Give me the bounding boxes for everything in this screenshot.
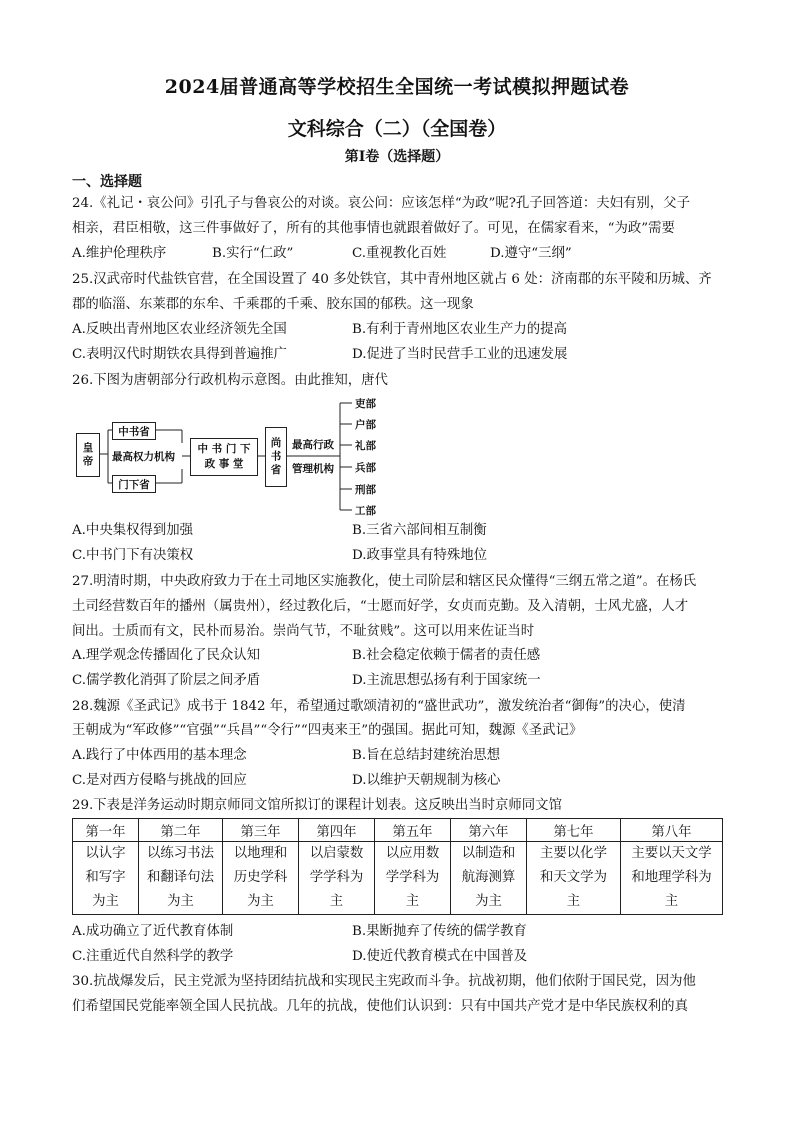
cell-line: 以应用数: [385, 846, 440, 861]
cell-line: 为主: [92, 894, 119, 909]
ministry-personnel: 吏部: [355, 398, 376, 410]
ministry-justice: 刑部: [355, 484, 376, 496]
cell-line: 主: [329, 894, 344, 909]
cell-line: 为主: [167, 894, 194, 909]
table-header-cell: 第四年: [299, 819, 375, 842]
shangshu-box: [265, 427, 287, 487]
cell-line: 以认字: [85, 846, 126, 861]
q27-line-1: 27.明清时期，中央政府致力于在土司地区实施教化，使土司阶层和辖区民众懂得“三纲五常之道”。在杨氏: [72, 574, 697, 589]
table-header-cell: 第七年: [527, 819, 621, 842]
admin-label-2: 管理机构: [292, 463, 334, 475]
q27-line-2: 土司经营数百年的播州（属贵州），经过教化后，“士愿而好学，女贞而克勤。及入清朝，士风尤盛，人才: [72, 599, 689, 614]
cell-line: 航海测算: [461, 870, 516, 885]
table-cell-year6: [451, 842, 527, 915]
table-header-cell: 第一年: [73, 819, 139, 842]
ministry-works: 工部: [355, 505, 376, 517]
q26-option-d: D.政事堂具有特殊地位: [352, 548, 488, 563]
table-cell-year2: [139, 842, 223, 915]
q30-line-1: 30.抗战爆发后，民主党派为坚持团结抗战和实现民主宪政而斗争。抗战初期，他们依附于国民党，因为他: [72, 974, 696, 989]
ministry-war: 兵部: [355, 462, 376, 474]
zhongshu-box: 中书省: [112, 422, 156, 440]
q29-option-d: D.使近代教育模式在中国普及: [352, 949, 528, 964]
table-cell-year5: [375, 842, 451, 915]
menxia-box: 门下省: [112, 475, 156, 493]
q24-option-a: A.维护伦理秩序: [72, 246, 167, 261]
q26-line-1: 26.下图为唐朝部分行政机构示意图。由此推知，唐代: [72, 373, 388, 388]
cell-line: 学学科为: [309, 870, 364, 885]
q28-option-a: A.践行了中体西用的基本理念: [72, 748, 247, 763]
table-row: [73, 842, 723, 915]
q26-option-a: A.中央集权得到加强: [72, 523, 194, 538]
q29-line-1: 29.下表是洋务运动时期京师同文馆所拟订的课程计划表。这反映出当时京师同文馆: [72, 798, 562, 813]
exam-subtitle: 文科综合（二）（全国卷）: [287, 118, 507, 140]
q24-line-2: 相亲，君臣相敬，这三件事做好了，所有的其他事情也就跟着做好了。可见，在儒家看来，“为政”需要: [72, 221, 675, 236]
q25-line-2: 郡的临淄、东莱郡的东牟、千乘郡的千乘、胶东国的郁秩。这一现象: [72, 297, 474, 312]
q25-option-c: C.表明汉代时期铁农具得到普遍推广: [72, 347, 287, 362]
q28-option-d: D.以维护天朝规制为核心: [352, 773, 501, 788]
q24-option-c: C.重视教化百姓: [352, 246, 447, 261]
q27-option-d: D.主流思想弘扬有利于国家统一: [352, 673, 541, 688]
cell-line: 和天文学为: [540, 870, 607, 885]
table-header-cell: 第二年: [139, 819, 223, 842]
emperor-box: [76, 433, 100, 477]
cell-line: 为主: [475, 894, 502, 909]
q25-option-a: A.反映出青州地区农业经济领先全国: [72, 322, 287, 337]
part-heading: 第Ⅰ卷（选择题）: [344, 149, 450, 165]
q25-line-1: 25.汉武帝时代盐铁官营，在全国设置了 40 多处铁官，其中青州地区就占 6 处：济南郡的东平陵和历城、齐: [72, 272, 712, 287]
q24-option-d: D.遵守“三纲”: [490, 246, 572, 261]
table-header-row: [73, 819, 723, 842]
q28-line-2: 王朝成为“军政修”“官强”“兵昌”“令行”“四夷来王”的强国。据此可知，魏源《圣武记》: [72, 723, 583, 738]
table-cell-year1: [73, 842, 139, 915]
cell-line: 主要以化学: [540, 846, 607, 861]
q28-line-1: 28.魏源《圣武记》成书于 1842 年，希望通过歌颂清初的“盛世武功”，激发统治者“御侮”的决心，使清: [72, 699, 686, 714]
q26-option-c: C.中书门下有决策权: [72, 548, 194, 563]
cell-line: 以练习书法: [147, 846, 214, 861]
table-header-cell: 第三年: [223, 819, 299, 842]
shangshu-label: 尚书省: [269, 436, 282, 478]
cell-line: 以地理和: [233, 846, 288, 861]
q29-option-b: B.果断抛弃了传统的儒学教育: [352, 924, 527, 939]
table-header-cell: 第五年: [375, 819, 451, 842]
cell-line: 学学科为: [385, 870, 440, 885]
q24-option-b: B.实行“仁政”: [212, 246, 294, 261]
tang-admin-diagram: [72, 393, 412, 515]
table-cell-year4: [299, 842, 375, 915]
q29-option-c: C.注重近代自然科学的教学: [72, 949, 234, 964]
cell-line: 历史学科: [233, 870, 288, 885]
table-header-cell: 第六年: [451, 819, 527, 842]
curriculum-table: [72, 818, 723, 915]
q27-option-c: C.儒学教化消弭了阶层之间矛盾: [72, 673, 261, 688]
q28-option-c: C.是对西方侵略与挑战的回应: [72, 773, 247, 788]
cell-line: 和翻译句法: [147, 870, 214, 885]
q29-option-a: A.成功确立了近代教育体制: [72, 924, 234, 939]
zhengshitang-box: 中 书 门 下 政 事 堂: [190, 438, 258, 476]
q28-option-b: B.旨在总结封建统治思想: [352, 748, 501, 763]
table-cell-year7: [527, 842, 621, 915]
q26-option-b: B.三省六部间相互制衡: [352, 523, 487, 538]
table-header-cell: 第八年: [621, 819, 723, 842]
q25-option-b: B.有利于青州地区农业生产力的提高: [352, 322, 567, 337]
q25-option-d: D.促进了当时民营手工业的迅速发展: [352, 347, 568, 362]
power-label: 最高权力机构: [112, 451, 175, 463]
ministry-rites: 礼部: [355, 440, 376, 452]
section-heading: 一、选择题: [72, 174, 142, 190]
cell-line: 主: [566, 894, 581, 909]
cell-line: 和写字: [85, 870, 126, 885]
cell-line: 以启蒙数: [309, 846, 364, 861]
table-cell-year3: [223, 842, 299, 915]
cell-line: 以制造和: [461, 846, 516, 861]
emperor-label: 皇帝: [81, 441, 94, 469]
cell-line: 主: [405, 894, 420, 909]
admin-label-1: 最高行政: [292, 439, 334, 451]
table-cell-year8: [621, 842, 723, 915]
q27-line-3: 间出。士质而有文，民朴而易治。崇尚气节，不耻贫贱”。这可以用来佐证当时: [72, 624, 535, 639]
q30-line-2: 们希望国民党能率领全国人民抗战。几年的抗战，使他们认识到：只有中国共产党才是中华民族权利的真: [72, 999, 688, 1014]
cell-line: 主要以天文学: [631, 846, 712, 861]
q24-line-1: 24.《礼记・哀公问》引孔子与鲁哀公的对谈。哀公问：应该怎样“为政”呢?孔子回答道：夫妇有别，父子: [72, 196, 690, 211]
exam-title: 2024届普通高等学校招生全国统一考试模拟押题试卷: [164, 76, 630, 98]
q27-option-b: B.社会稳定依赖于儒者的责任感: [352, 648, 541, 663]
q27-option-a: A.理学观念传播固化了民众认知: [72, 648, 261, 663]
cell-line: 和地理学科为: [631, 870, 712, 885]
cell-line: 主: [664, 894, 679, 909]
cell-line: 为主: [247, 894, 274, 909]
ministry-revenue: 户部: [355, 419, 376, 431]
